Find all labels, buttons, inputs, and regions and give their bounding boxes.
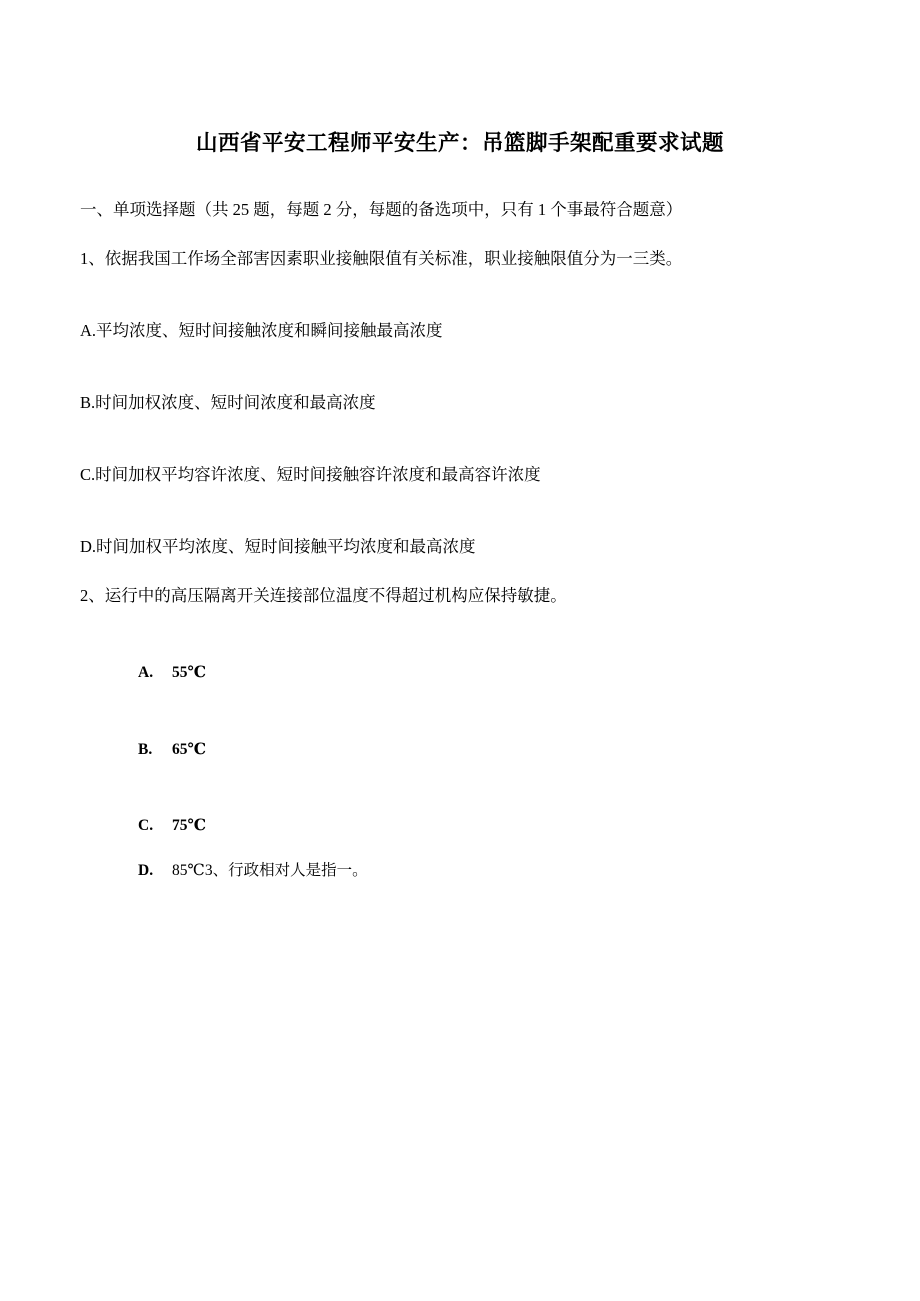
option-b-label: B. — [138, 740, 153, 758]
question-2-option-a — [80, 658, 840, 688]
option-a-text: 55℃ — [172, 664, 207, 682]
option-d-text: 时间加权平均浓度、短时间接触平均浓度和最高浓度 — [96, 537, 476, 557]
option-c-label: C. — [138, 816, 154, 834]
option-a-label: A. — [80, 320, 97, 340]
option-d-label: D. — [80, 537, 97, 557]
question-1-option-d — [80, 531, 840, 563]
option-a-text: 平均浓度、短时间接触浓度和瞬间接触最高浓度 — [96, 320, 443, 340]
question-1-option-b — [80, 387, 840, 419]
option-b-text: 时间加权浓度、短时间浓度和最高浓度 — [95, 393, 376, 413]
option-d-text: 85℃3、行政相对人是指一。 — [172, 862, 368, 880]
option-c-text: 75℃ — [172, 816, 207, 834]
option-b-text: 65℃ — [172, 740, 207, 758]
option-d-label: D. — [138, 862, 154, 880]
question-1-stem: 1、依据我国工作场全部害因素职业接触限值有关标准，职业接触限值分为一三类。 — [80, 248, 683, 268]
option-a-label: A. — [138, 664, 154, 682]
option-c-text: 时间加权平均容许浓度、短时间接触容许浓度和最高容许浓度 — [95, 465, 541, 485]
question-1-option-c — [80, 459, 840, 491]
option-b-label: B. — [80, 393, 96, 413]
question-2-option-b — [80, 735, 840, 765]
question-1-option-a — [80, 315, 840, 347]
section-heading: 一、单项选择题（共 25 题，每题 2 分，每题的备选项中，只有 1 个事最符合题意） — [80, 200, 683, 220]
option-c-label: C. — [80, 465, 96, 485]
question-2-option-d — [80, 856, 840, 886]
page-title: 山西省平安工程师平安生产：吊篮脚手架配重要求试题 — [195, 131, 724, 155]
question-2-stem: 2、运行中的高压隔离开关连接部位温度不得超过机构应保持敏捷。 — [80, 586, 567, 606]
question-2-option-c — [80, 811, 840, 841]
